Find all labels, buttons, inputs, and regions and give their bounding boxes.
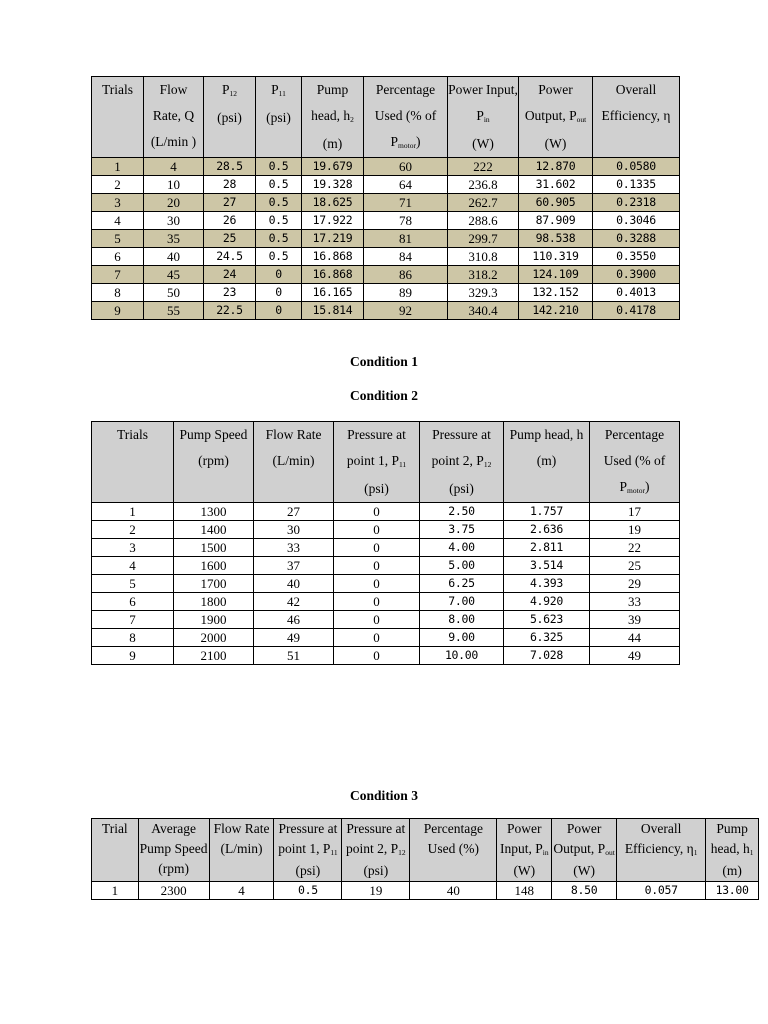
table-cell: 2100 [174,647,254,665]
table-cell: 222 [448,158,519,176]
header-pressure-point-2: Pressure at point 2, $P_{12}$ (psi) [420,422,504,503]
table-row [92,647,680,665]
table-cell: 3.75 [420,521,504,539]
header-overall-efficiency: Overall Efficiency, $\eta_1$ [617,819,706,882]
table-cell: 25 [204,230,256,248]
table-cell: 17.219 [302,230,364,248]
table-cell: 1300 [174,503,254,521]
table-row [92,611,680,629]
table-cell: 92 [364,302,448,320]
table-cell: 7 [92,611,174,629]
table-cell: 71 [364,194,448,212]
condition-3-table [91,818,759,900]
header-pump-speed: Pump Speed (rpm) [174,422,254,503]
header-pump-head: Pump head, $h_1$ (m) [706,819,759,882]
table-cell: 0 [334,557,420,575]
table-cell: 7 [92,266,144,284]
table-cell: 30 [144,212,204,230]
header-trials: Trials [92,77,144,158]
table-cell: 84 [364,248,448,266]
condition-1-table [91,76,680,320]
table-cell: 0.4178 [593,302,680,320]
table-cell: 124.109 [519,266,593,284]
table-cell: 12.870 [519,158,593,176]
table-cell: 0 [334,611,420,629]
table-cell: 78 [364,212,448,230]
table-cell: 4 [92,212,144,230]
table-cell: 81 [364,230,448,248]
table-cell: 2 [92,176,144,194]
table-cell: 148 [497,882,552,900]
table-cell: 86 [364,266,448,284]
table-cell: 1 [92,158,144,176]
table-cell: 0.1335 [593,176,680,194]
table-cell: 44 [590,629,680,647]
table-cell: 16.868 [302,248,364,266]
table-cell: 0.5 [274,882,342,900]
table-cell: 132.152 [519,284,593,302]
table-cell: 0 [334,503,420,521]
table-cell: 5 [92,230,144,248]
table-cell: 7.00 [420,593,504,611]
table-cell: 299.7 [448,230,519,248]
table-cell: 8.50 [552,882,617,900]
table-row [92,158,680,176]
table-cell: 15.814 [302,302,364,320]
table-cell: 1.757 [504,503,590,521]
header-pump-head: Pump head, h (m) [504,422,590,503]
header-pump-head: Pump head, $h_2$ (m) [302,77,364,158]
table-cell: 0.3046 [593,212,680,230]
table-cell: 25 [590,557,680,575]
table-cell: 0 [334,521,420,539]
table-cell: 37 [254,557,334,575]
table-cell: 340.4 [448,302,519,320]
table-cell: 329.3 [448,284,519,302]
table-cell: 4 [92,557,174,575]
table-cell: 0.5 [256,212,302,230]
table-row [92,882,759,900]
table-cell: 19 [342,882,410,900]
table-cell: 6 [92,593,174,611]
table-cell: 30 [254,521,334,539]
header-percentage-used: Percentage Used (% of $P_{motor}$) [364,77,448,158]
table-cell: 2300 [138,882,209,900]
header-flow-rate: Flow Rate, Q (L/min ) [144,77,204,158]
table-cell: 19.328 [302,176,364,194]
condition-2-table [91,421,680,665]
table-cell: 8 [92,629,174,647]
table-cell: 49 [254,629,334,647]
table-cell: 0.5 [256,230,302,248]
table-cell: 318.2 [448,266,519,284]
table-row [92,629,680,647]
header-average-pump-speed: Average Pump Speed (rpm) [138,819,209,882]
table-cell: 0.5 [256,194,302,212]
table-cell: 33 [590,593,680,611]
table-row [92,248,680,266]
table-cell: 2.636 [504,521,590,539]
table-row [92,230,680,248]
table-cell: 0 [334,593,420,611]
table-cell: 1 [92,503,174,521]
table-cell: 6.325 [504,629,590,647]
table-cell: 0.2318 [593,194,680,212]
table-cell: 1400 [174,521,254,539]
table-cell: 236.8 [448,176,519,194]
table-cell: 2.50 [420,503,504,521]
table-cell: 27 [204,194,256,212]
table-cell: 0.3550 [593,248,680,266]
table-cell: 0.5 [256,158,302,176]
table-cell: 39 [590,611,680,629]
table-cell: 49 [590,647,680,665]
table-row [92,575,680,593]
table-cell: 3 [92,539,174,557]
table-cell: 1700 [174,575,254,593]
table-cell: 9 [92,647,174,665]
table-row [92,593,680,611]
table-cell: 20 [144,194,204,212]
table-cell: 8 [92,284,144,302]
table-cell: 142.210 [519,302,593,320]
table-cell: 50 [144,284,204,302]
table-cell: 110.319 [519,248,593,266]
table-cell: 0 [334,575,420,593]
header-flow-rate: Flow Rate (L/min) [254,422,334,503]
table-cell: 23 [204,284,256,302]
table-cell: 310.8 [448,248,519,266]
table-cell: 7.028 [504,647,590,665]
table-cell: 24 [204,266,256,284]
table-cell: 0.3900 [593,266,680,284]
table-cell: 6 [92,248,144,266]
table-row [92,266,680,284]
table-cell: 40 [254,575,334,593]
table-cell: 1 [92,882,139,900]
table-cell: 2 [92,521,174,539]
table-cell: 1900 [174,611,254,629]
table-cell: 0 [256,302,302,320]
table-cell: 51 [254,647,334,665]
table-row [92,284,680,302]
table-cell: 19 [590,521,680,539]
header-row [92,819,759,882]
table-row [92,302,680,320]
table-row [92,557,680,575]
table-cell: 0 [334,647,420,665]
table-cell: 18.625 [302,194,364,212]
table-cell: 29 [590,575,680,593]
table-cell: 8.00 [420,611,504,629]
table-cell: 40 [144,248,204,266]
table-cell: 5.00 [420,557,504,575]
table-row [92,212,680,230]
header-power-input: Power Input, $P_{in}$ (W) [448,77,519,158]
table-row [92,176,680,194]
table-cell: 10 [144,176,204,194]
table-cell: 31.602 [519,176,593,194]
table-cell: 2000 [174,629,254,647]
table-cell: 17 [590,503,680,521]
table-cell: 288.6 [448,212,519,230]
table-cell: 28 [204,176,256,194]
table-row [92,503,680,521]
table-cell: 4.00 [420,539,504,557]
table-cell: 27 [254,503,334,521]
header-p11: $P_{11}$ (psi) [256,77,302,158]
table-cell: 262.7 [448,194,519,212]
table-cell: 2.811 [504,539,590,557]
table-cell: 42 [254,593,334,611]
header-percentage-used: Percentage Used (%) [410,819,497,882]
table-row [92,521,680,539]
header-percentage-used: Percentage Used (% of $P_{motor}$) [590,422,680,503]
table-cell: 13.00 [706,882,759,900]
table-cell: 16.165 [302,284,364,302]
table-cell: 9 [92,302,144,320]
header-pressure-point-1: Pressure at point 1, $P_{11}$ (psi) [334,422,420,503]
table-cell: 0 [256,266,302,284]
table-row [92,194,680,212]
header-trial: Trial [92,819,139,882]
table-cell: 60 [364,158,448,176]
table-cell: 0.0580 [593,158,680,176]
table-cell: 16.868 [302,266,364,284]
header-row [92,422,680,503]
table-cell: 0 [256,284,302,302]
table-cell: 0.3288 [593,230,680,248]
condition-3-caption: Condition 3 [350,788,418,803]
table-cell: 45 [144,266,204,284]
table-cell: 55 [144,302,204,320]
header-p12: $P_{12}$ (psi) [204,77,256,158]
table-cell: 5.623 [504,611,590,629]
table-cell: 0.5 [256,248,302,266]
header-row [92,77,680,158]
table-cell: 1500 [174,539,254,557]
table-cell: 22.5 [204,302,256,320]
table-cell: 4 [209,882,274,900]
table-row [92,539,680,557]
table-cell: 0.057 [617,882,706,900]
table-cell: 24.5 [204,248,256,266]
table-cell: 0.5 [256,176,302,194]
table-cell: 17.922 [302,212,364,230]
table-cell: 40 [410,882,497,900]
table-cell: 0 [334,539,420,557]
table-cell: 6.25 [420,575,504,593]
header-power-output: Power Output, $P_{out}$ (W) [519,77,593,158]
condition-1-caption: Condition 1 [350,354,418,369]
header-trials: Trials [92,422,174,503]
table-cell: 60.905 [519,194,593,212]
table-cell: 10.00 [420,647,504,665]
table-cell: 5 [92,575,174,593]
table-cell: 64 [364,176,448,194]
table-cell: 33 [254,539,334,557]
header-power-output: Power Output, $P_{out}$ (W) [552,819,617,882]
table-cell: 98.538 [519,230,593,248]
header-pressure-point-2: Pressure at point 2, $P_{12}$ (psi) [342,819,410,882]
table-cell: 26 [204,212,256,230]
header-flow-rate: Flow Rate (L/min) [209,819,274,882]
table-cell: 89 [364,284,448,302]
header-pressure-point-1: Pressure at point 1, $P_{11}$ (psi) [274,819,342,882]
table-cell: 1800 [174,593,254,611]
table-cell: 4.920 [504,593,590,611]
header-overall-efficiency: Overall Efficiency, η [593,77,680,158]
table-cell: 4.393 [504,575,590,593]
table-cell: 0 [334,629,420,647]
table-cell: 9.00 [420,629,504,647]
table-cell: 1600 [174,557,254,575]
table-cell: 19.679 [302,158,364,176]
table-cell: 28.5 [204,158,256,176]
table-cell: 87.909 [519,212,593,230]
condition-2-caption: Condition 2 [350,388,418,403]
table-cell: 0.4013 [593,284,680,302]
header-power-input: Power Input, $P_{in}$ (W) [497,819,552,882]
table-cell: 3.514 [504,557,590,575]
table-cell: 35 [144,230,204,248]
table-cell: 4 [144,158,204,176]
table-cell: 22 [590,539,680,557]
table-cell: 46 [254,611,334,629]
table-cell: 3 [92,194,144,212]
